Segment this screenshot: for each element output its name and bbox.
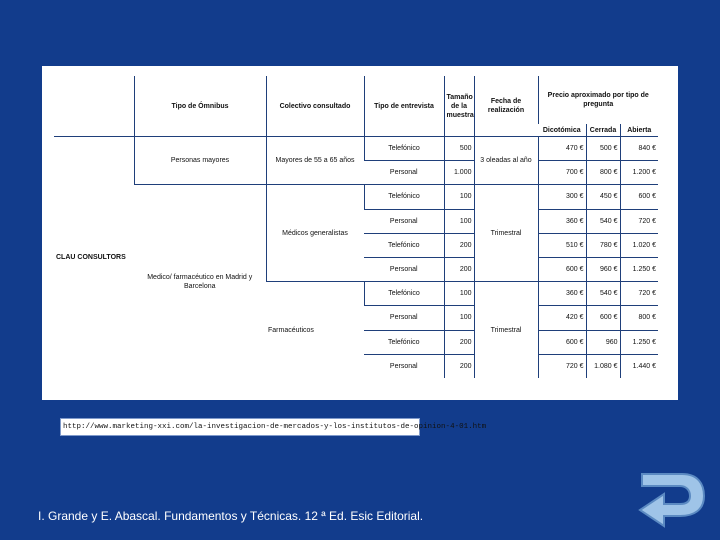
row-8-dicotomica: 420 € — [538, 306, 586, 330]
return-arrow-icon — [634, 470, 710, 532]
header-precio: Precio aproximado por tipo de pregunta — [538, 76, 658, 124]
colectivo-medicos: Médicos generalistas — [266, 185, 364, 282]
row-4-dicotomica: 360 € — [538, 209, 586, 233]
row-5-entrevista: Telefónico — [364, 233, 444, 257]
row-1-dicotomica: 470 € — [538, 137, 586, 161]
row-5-abierta: 1.020 € — [620, 233, 658, 257]
row-5-cerrada: 780 € — [586, 233, 620, 257]
row-5-tamano: 200 — [444, 233, 474, 257]
row-7-abierta: 720 € — [620, 282, 658, 306]
header-colectivo: Colectivo consultado — [266, 76, 364, 137]
citation-footer: I. Grande y E. Abascal. Fundamentos y Técnicas. 12 ª Ed. Esic Editorial. — [38, 509, 424, 523]
row-10-entrevista: Personal — [364, 354, 444, 378]
return-button[interactable] — [634, 470, 710, 532]
row-6-tamano: 200 — [444, 257, 474, 281]
row-5-dicotomica: 510 € — [538, 233, 586, 257]
company-name: CLAU CONSULTORS — [54, 137, 134, 378]
colectivo-farmaceuticos: Farmacéuticos — [266, 282, 364, 378]
row-6-entrevista: Personal — [364, 257, 444, 281]
price-table — [54, 76, 658, 378]
row-9-tamano: 200 — [444, 330, 474, 354]
row-4-entrevista: Personal — [364, 209, 444, 233]
fecha-trimestral-2: Trimestral — [474, 282, 538, 378]
header-tamano: Tamaño de la muestra — [444, 76, 474, 137]
row-1-tamano: 500 — [444, 137, 474, 161]
row-4-cerrada: 540 € — [586, 209, 620, 233]
row-7-dicotomica: 360 € — [538, 282, 586, 306]
omnibus-personas-mayores: Personas mayores — [134, 137, 266, 185]
row-6-cerrada: 960 € — [586, 257, 620, 281]
row-3-dicotomica: 300 € — [538, 185, 586, 209]
row-1-entrevista: Telefónico — [364, 137, 444, 161]
row-2-dicotomica: 700 € — [538, 161, 586, 185]
row-3-abierta: 600 € — [620, 185, 658, 209]
row-1-abierta: 840 € — [620, 137, 658, 161]
header-empty — [54, 76, 134, 137]
row-9-abierta: 1.250 € — [620, 330, 658, 354]
row-7-cerrada: 540 € — [586, 282, 620, 306]
row-6-dicotomica: 600 € — [538, 257, 586, 281]
header-cerrada: Cerrada — [586, 124, 620, 137]
row-8-entrevista: Personal — [364, 306, 444, 330]
row-9-cerrada: 960 — [586, 330, 620, 354]
row-1-cerrada: 500 € — [586, 137, 620, 161]
row-4-tamano: 100 — [444, 209, 474, 233]
row-7-tamano: 100 — [444, 282, 474, 306]
row-2-tamano: 1.000 — [444, 161, 474, 185]
source-url-link[interactable]: http://www.marketing-xxi.com/la-investigacion-de-mercados-y-los-institutos-de-opinion-4-01.htm — [60, 418, 420, 436]
header-abierta: Abierta — [620, 124, 658, 137]
row-8-tamano: 100 — [444, 306, 474, 330]
row-2-abierta: 1.200 € — [620, 161, 658, 185]
row-7-entrevista: Telefónico — [364, 282, 444, 306]
header-fecha: Fecha de realización — [474, 76, 538, 137]
row-2-entrevista: Personal — [364, 161, 444, 185]
row-10-abierta: 1.440 € — [620, 354, 658, 378]
row-6-abierta: 1.250 € — [620, 257, 658, 281]
fecha-oleadas: 3 oleadas al año — [474, 137, 538, 185]
row-4-abierta: 720 € — [620, 209, 658, 233]
row-10-tamano: 200 — [444, 354, 474, 378]
row-2-cerrada: 800 € — [586, 161, 620, 185]
row-3-tamano: 100 — [444, 185, 474, 209]
row-9-dicotomica: 600 € — [538, 330, 586, 354]
row-9-entrevista: Telefónico — [364, 330, 444, 354]
header-dicotomica: Dicotómica — [542, 126, 581, 134]
header-tipo-entrevista: Tipo de entrevista — [364, 76, 444, 137]
row-3-entrevista: Telefónico — [364, 185, 444, 209]
row-8-abierta: 800 € — [620, 306, 658, 330]
fecha-trimestral-1: Trimestral — [474, 185, 538, 282]
row-3-cerrada: 450 € — [586, 185, 620, 209]
row-10-cerrada: 1.080 € — [586, 354, 620, 378]
colectivo-mayores: Mayores de 55 a 65 años — [266, 137, 364, 185]
omnibus-medico-farmaceutico: Medico/ farmacéutico en Madrid y Barcelona — [134, 185, 266, 378]
row-8-cerrada: 600 € — [586, 306, 620, 330]
table-panel — [42, 66, 678, 400]
row-10-dicotomica: 720 € — [538, 354, 586, 378]
header-tipo-omnibus: Tipo de Ómnibus — [134, 76, 266, 137]
